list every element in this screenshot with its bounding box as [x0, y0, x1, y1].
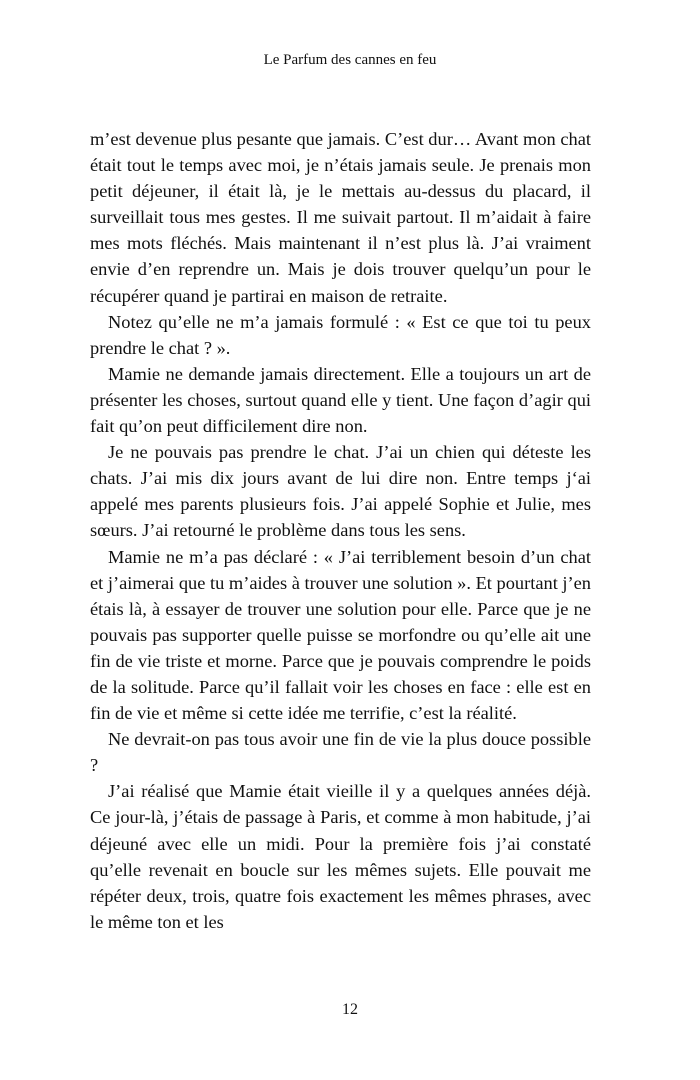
paragraph: Notez qu’elle ne m’a jamais formulé : « Est ce que toi tu peux prendre le chat ? ». [90, 311, 591, 358]
body-text [90, 126, 591, 935]
page-number: 12 [342, 1001, 358, 1018]
paragraph: J’ai réalisé que Mamie était vieille il y a quelques années déjà. Ce jour-là, j’étais de passage à Paris, et comme à mon habitude, j’ai déjeuné avec elle un midi. Pour la première fois j’ai constaté qu’elle revenait en boucle sur les mêmes sujets. Elle pouvait me répéter deux, trois, quatre fois exactement les mêmes phrases, avec le même ton et les [90, 781, 591, 932]
paragraph: Ne devrait-on pas tous avoir une fin de vie la plus douce possible ? [90, 729, 591, 776]
paragraph: Mamie ne demande jamais directement. Elle a toujours un art de présenter les choses, surtout quand elle y tient. Une façon d’agir qui fait qu’on peut difficilement dire non. [90, 363, 591, 437]
paragraph: Je ne pouvais pas prendre le chat. J’ai un chien qui déteste les chats. J’ai mis dix jours avant de lui dire non. Entre temps j‘ai appelé mes parents plusieurs fois. J’ai appelé Sophie et Julie, mes sœurs. J’ai retourné le problème dans tous les sens. [90, 442, 591, 541]
running-header: Le Parfum des cannes en feu [263, 52, 437, 68]
paragraph: Mamie ne m’a pas déclaré : « J’ai terriblement besoin d’un chat et j’aimerai que tu m’aides à trouver une solution ». Et pourtant j’en étais là, à essayer de trouver une solution pour elle. Parce que je ne pouvais pas supporter quelle puisse se morfondre ou qu’elle ait une fin de vie triste et morne. Parce que je pouvais comprendre le poids de la solitude. Parce qu’il fallait voir les choses en face : elle est en fin de vie et même si cette idée me terrifie, c’est la réalité. [90, 546, 591, 724]
paragraph-continuation: m’est devenue plus pesante que jamais. C’est dur… Avant mon chat était tout le temps avec moi, je n’étais jamais seule. Je prenais mon petit déjeuner, il était là, je le mettais au-dessus du placard, il surveillait tous mes gestes. Il me suivait partout. Il m’aidait à faire mes mots fléchés. Mais maintenant il n’est plus là. J’ai vraiment envie d’en reprendre un. Mais je dois trouver quelqu’un pour le récupérer quand je partirai en maison de retraite. [90, 129, 591, 306]
